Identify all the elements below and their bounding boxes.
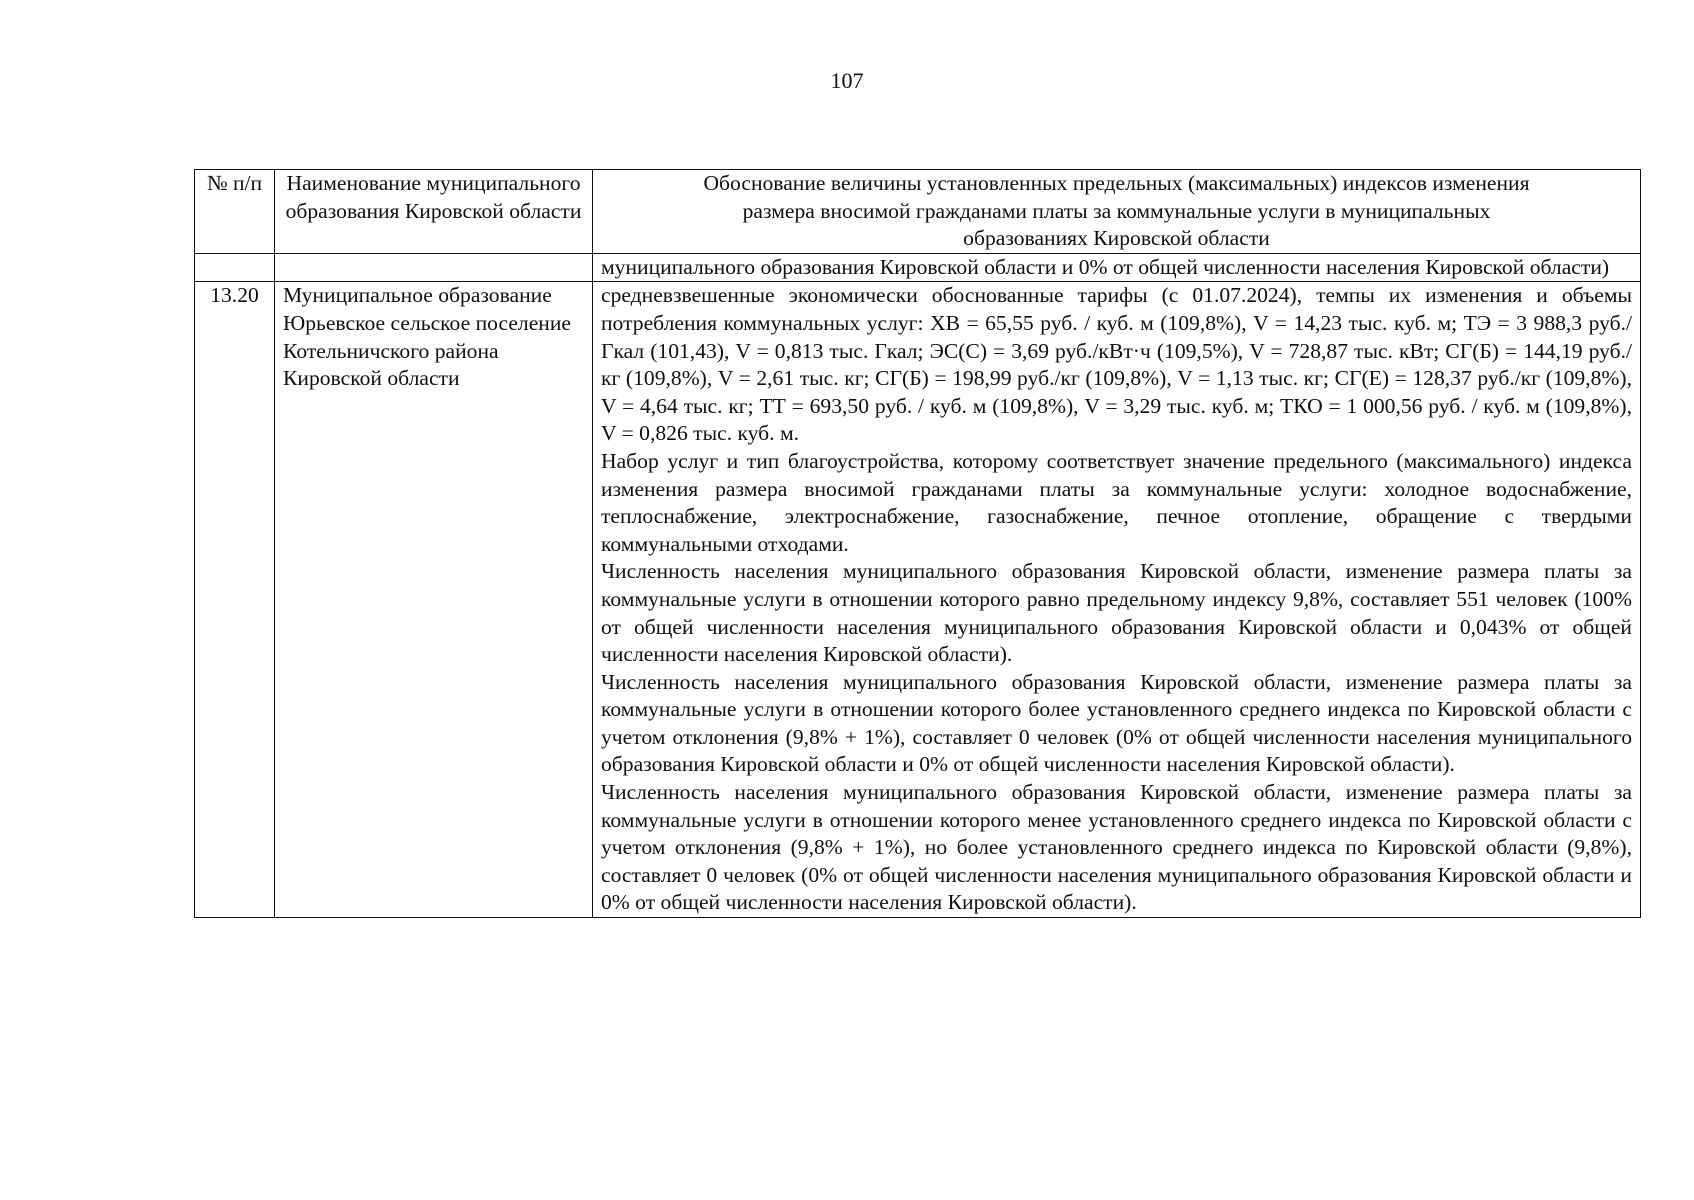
municipality-name-cell: [275, 253, 593, 282]
tariff-justification-table: [194, 169, 1641, 918]
page-number: 107: [830, 68, 864, 93]
justification-cell: [593, 282, 1641, 918]
population-equal-index-paragraph: Численность населения муниципального образования Кировской области, изменение размера платы за коммунальные услуги в отношении которого равно предельному индексу 9,8%, составляет 551 человек (100% от общей численности населения муниципального образования Кировской области и 0,043% от общей численности населения Кировской области).: [601, 559, 1632, 667]
tariffs-paragraph: средневзвешенные экономически обоснованные тарифы (с 01.07.2024), темпы их изменения и объемы потребления коммунальных услуг: ХВ = 65,55 руб. / куб. м (109,8%), V = 14,23 тыс. куб. м; ТЭ = 3 988,3 руб./Гкал (101,43), V = 0,813 тыс. Гкал; ЭС(С) = 3,69 руб./кВт·ч (109,5%), V = 728,87 тыс. кВт; СГ(Б) = 144,19 руб./кг (109,8%), V = 2,61 тыс. кг; СГ(Б) = 198,99 руб./кг (109,8%), V = 1,13 тыс. кг; СГ(Е) = 128,37 руб./кг (109,8%), V = 4,64 тыс. кг; ТТ = 693,50 руб. / куб. м (109,8%), V = 3,29 тыс. куб. м; ТКО = 1 000,56 руб. / куб. м (109,8%), V = 0,826 тыс. куб. м.: [601, 283, 1632, 446]
header-number: № п/п: [195, 170, 275, 254]
row-number-cell: [195, 253, 275, 282]
population-between-index-paragraph: Численность населения муниципального образования Кировской области, изменение размера платы за коммунальные услуги в отношении которого менее установленного среднего индекса по Кировской области с учетом отклонения (9,8% + 1%), но более установленного среднего индекса по Кировской области (9,8%), составляет 0 человек (0% от общей численности населения муниципального образования Кировской области и 0% от общей численности населения Кировской области).: [601, 780, 1632, 915]
header-justification: Обоснование величины установленных предельных (максимальных) индексов изменения размера вносимой гражданами платы за коммунальные услуги в муниципальных образованиях Кировской области: [593, 170, 1641, 254]
population-above-index-paragraph: Численность населения муниципального образования Кировской области, изменение размера платы за коммунальные услуги в отношении которого более установленного среднего индекса по Кировской области с учетом отклонения (9,8% + 1%), составляет 0 человек (0% от общей численности населения муниципального образования Кировской области и 0% от общей численности населения Кировской области).: [601, 669, 1632, 777]
header-municipality-name: Наименование муниципального образования Кировской области: [275, 170, 593, 254]
table-header-row: [195, 170, 1641, 254]
table-row: [195, 282, 1641, 918]
services-paragraph: Набор услуг и тип благоустройства, которому соответствует значение предельного (максимального) индекса изменения размера вносимой гражданами платы за коммунальные услуги: холодное водоснабжение, теплоснабжение, электроснабжение, газоснабжение, печное отопление, обращение с твердыми коммунальными отходами.: [601, 448, 1632, 556]
municipality-name-cell: Муниципальное образование Юрьевское сельское поселение Котельничского района Кировской области: [275, 282, 593, 918]
table-row: [195, 253, 1641, 282]
row-number-cell: 13.20: [195, 282, 275, 918]
justification-cell: муниципального образования Кировской области и 0% от общей численности населения Кировской области): [593, 253, 1641, 282]
